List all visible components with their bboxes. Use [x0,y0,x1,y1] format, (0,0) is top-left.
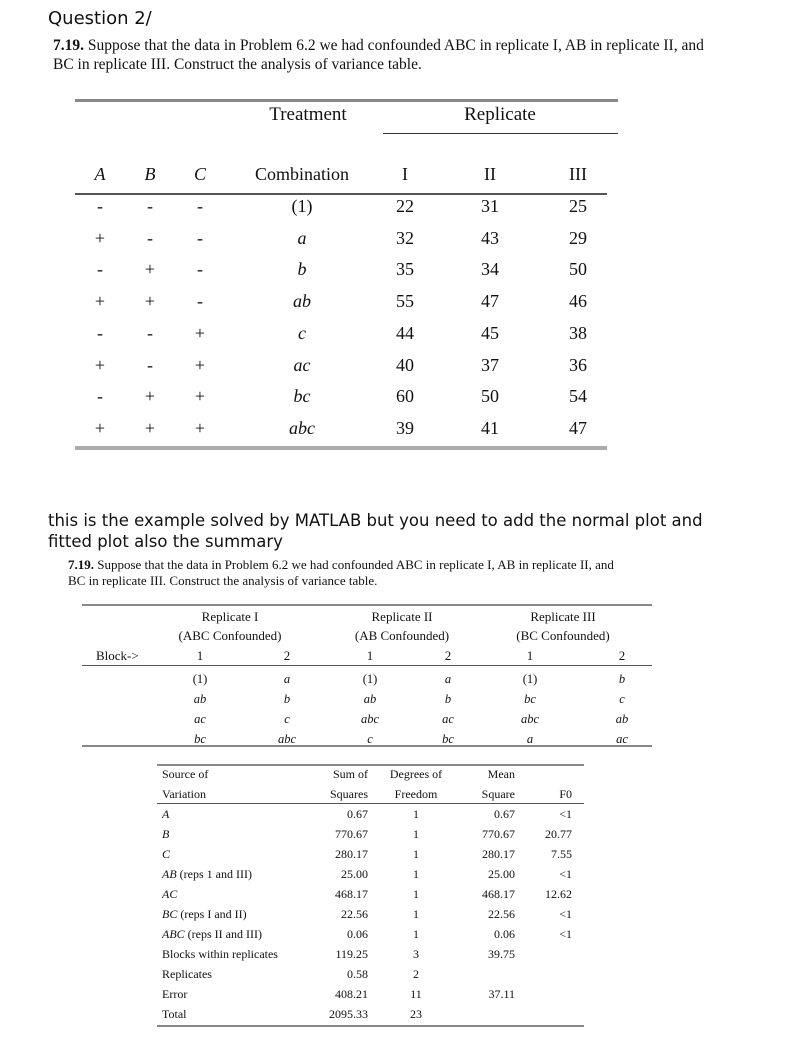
table-cell: 0.06 [347,927,368,941]
effect-name: ABC [162,927,185,941]
table-cell: 468.17 [335,887,368,901]
table-cell: - [197,227,203,248]
table-cell: c [298,322,306,343]
table-cell: - [197,196,203,216]
table-cell: 280.17 [335,847,368,861]
table-cell: ab [615,712,629,726]
table-cell: 37.11 [488,987,515,1001]
problem-statement [53,36,704,74]
replicate-title: Replicate III [530,609,596,624]
table-cell: (1) [362,672,378,686]
table-cell: 1 [413,847,419,861]
table-cell: 0.67 [494,807,515,821]
table-cell: 25.00 [341,867,368,881]
column-header: C [193,164,207,184]
table-cell: 35 [396,259,414,280]
block-number: 1 [366,648,374,663]
table-rule [75,99,618,102]
column-header: A [94,164,106,184]
source-note: Total [162,1007,187,1021]
table-cell: 770.67 [482,827,515,841]
table-cell: c [284,712,290,726]
table-cell: 37 [481,354,499,375]
table-cell: - [147,354,153,375]
table-cell: 119.25 [335,947,368,961]
table-cell: 31 [481,196,499,216]
column-header: I [402,164,408,184]
problem-text-2: BC in replicate III. Construct the analysis of variance table. [68,573,378,588]
table-cell: <1 [559,867,572,881]
block-number: 2 [283,648,291,663]
note-line: this is the example solved by MATLAB but you need to add the normal plot and [48,511,703,530]
source-cell [162,827,169,842]
table-cell: 34 [481,259,499,280]
table-cell: + [94,417,106,438]
table-cell: + [94,291,106,312]
source-cell [162,887,177,902]
source-cell [162,967,212,982]
block-number: 2 [618,648,626,663]
table-cell: 11 [410,987,422,1001]
table-cell: 7.55 [551,847,572,861]
problem-number: 7.19. [68,557,94,572]
table-cell: 25.00 [488,867,515,881]
table-cell: 1 [413,867,419,881]
table-cell: 22.56 [341,907,368,921]
effect-name: AB [162,867,177,881]
table-cell: 2 [413,967,419,981]
problem-statement-repeat [68,557,614,589]
table-cell: 3 [413,947,419,961]
table-cell: a [283,672,291,686]
table-cell: 44 [396,322,414,343]
table-cell: ac [616,732,628,746]
table-cell: a [297,227,307,248]
table-cell: bc [442,732,454,746]
column-header: B [144,164,156,184]
table-cell: 39.75 [488,947,515,961]
replicate-header: Replicate [464,104,536,125]
table-cell: 1 [413,887,419,901]
note-text [48,510,703,552]
column-header: Sum of [332,767,368,781]
table-cell: ac [442,712,454,726]
table-cell: 50 [569,259,587,280]
source-note: Blocks within replicates [162,947,278,961]
effect-name: C [162,847,171,861]
table-rule [157,764,584,766]
table-cell: 43 [481,227,499,248]
table-cell: 23 [410,1007,422,1021]
table-cell: abc [360,712,380,726]
table-cell: 0.06 [494,927,515,941]
source-cell [162,847,170,862]
problem-text-2: BC in replicate III. Construct the analysis of variance table. [53,56,422,73]
table-cell: 55 [396,291,414,312]
table-cell: 29 [569,227,587,248]
table-cell: - [147,227,153,248]
table-cell: ab [193,692,207,706]
table-cell: 0.67 [347,807,368,821]
problem-number: 7.19. [53,37,84,54]
block-label: Block-> [96,648,139,663]
table-cell: bc [293,386,311,407]
problem-text-1: Suppose that the data in Problem 6.2 we had confounded ABC in replicate I, AB in replicate II, and [87,37,704,54]
table-cell: ac [194,712,206,726]
table-cell: - [97,386,103,407]
table-cell: 1 [413,927,419,941]
table-cell: <1 [559,907,572,921]
source-cell [162,907,247,922]
table-cell: a [526,732,534,746]
table-cell: - [97,322,103,343]
block-number: 1 [526,648,534,663]
table-cell: 47 [569,417,587,438]
table-cell: 41 [481,417,499,438]
table-cell: a [444,672,452,686]
table-cell: (1) [522,672,538,686]
table-cell: 20.77 [545,827,572,841]
table-cell: b [444,692,452,706]
question-heading: Question 2/ [48,8,152,29]
table-cell: + [94,227,106,248]
table-cell: b [618,672,626,686]
source-cell [162,1007,187,1022]
table-cell: - [147,322,153,343]
column-header: Combination [255,164,349,184]
table-cell: 54 [569,386,587,407]
problem-text-1: Suppose that the data in Problem 6.2 we had confounded ABC in replicate I, AB in replicate II, and [97,557,614,572]
table-cell: 0.58 [347,967,368,981]
table-cell: + [144,386,156,407]
table-cell: 1 [413,907,419,921]
effect-name: B [162,827,170,841]
source-cell [162,947,278,962]
effect-name: AC [162,887,178,901]
table-cell: c [619,692,625,706]
table-cell: 22.56 [488,907,515,921]
treatment-header: Treatment [269,104,347,125]
source-note: Error [162,987,188,1001]
table-cell: abc [277,732,297,746]
table-cell: 60 [396,386,414,407]
replicate-title: Replicate I [201,609,259,624]
column-header: Square [481,787,515,801]
table-cell: 40 [396,354,414,375]
table-rule [82,604,652,606]
table-cell: bc [524,692,536,706]
source-cell [162,807,169,822]
table-rule [75,193,607,195]
replicate-subtitle: (BC Confounded) [516,628,610,643]
table-cell: + [144,259,156,280]
column-header: Mean [487,767,515,781]
column-header: F0 [559,787,572,801]
table-cell: <1 [559,807,572,821]
table-cell: 47 [481,291,499,312]
table-cell: - [147,196,153,216]
table-cell: - [97,259,103,280]
table-cell: 408.21 [335,987,368,1001]
table-rule [383,133,618,134]
table-cell: bc [194,732,206,746]
table-cell: 1 [413,807,419,821]
table-cell: b [283,692,291,706]
table-cell: 280.17 [482,847,515,861]
table-cell: c [367,732,373,746]
table-cell: (1) [192,672,208,686]
table-cell: + [194,417,206,438]
table-cell: 468.17 [482,887,515,901]
table-rule [82,665,652,666]
table-cell: abc [289,417,315,438]
block-number: 2 [444,648,452,663]
source-note: (reps 1 and III) [176,867,252,881]
column-header: Freedom [394,787,438,801]
table-cell: + [194,354,206,375]
column-header: II [484,164,496,184]
table-cell: + [144,417,156,438]
table-cell: + [194,386,206,407]
table-cell: <1 [559,927,572,941]
table-rule [157,803,584,804]
replicate-subtitle: (ABC Confounded) [178,628,282,643]
source-note: Replicates [162,967,212,981]
effect-name: A [162,807,170,821]
column-header: Variation [162,787,206,801]
replicate-subtitle: (AB Confounded) [354,628,450,643]
table-cell: 45 [481,322,499,343]
table-cell: ab [363,692,377,706]
table-cell: - [197,291,203,312]
table-cell: 22 [396,196,414,216]
table-cell: 1 [413,827,419,841]
table-cell: + [144,291,156,312]
table-cell: 32 [396,227,414,248]
block-number: 1 [196,648,204,663]
table-rule [157,1025,584,1027]
table-cell: + [94,354,106,375]
column-header: III [569,164,587,184]
table-cell: (1) [291,196,313,216]
table-cell: abc [520,712,540,726]
source-cell [162,987,187,1002]
source-cell [162,867,252,882]
table-cell: 12.62 [545,887,572,901]
source-cell [162,927,262,942]
table-cell: ab [293,291,311,312]
table-cell: b [297,259,307,280]
table-cell: 25 [569,196,587,216]
table-cell: 50 [481,386,499,407]
table-cell: 36 [569,354,587,375]
effect-name: BC [162,907,178,921]
column-header: Source of [162,767,209,781]
table-cell: 39 [396,417,414,438]
table-cell: - [197,259,203,280]
replicate-title: Replicate II [371,609,433,624]
table-cell: 2095.33 [329,1007,368,1021]
table-cell: 46 [569,291,587,312]
table-cell: 770.67 [335,827,368,841]
source-note: (reps I and II) [177,907,247,921]
source-note: (reps II and III) [184,927,262,941]
table-rule [75,446,607,450]
table-cell: 38 [569,322,587,343]
column-header: Squares [330,787,368,801]
table-cell: - [97,196,103,216]
table-cell: ac [293,354,311,375]
note-line: fitted plot also the summary [48,532,283,551]
table-cell: + [194,322,206,343]
column-header: Degrees of [389,767,443,781]
